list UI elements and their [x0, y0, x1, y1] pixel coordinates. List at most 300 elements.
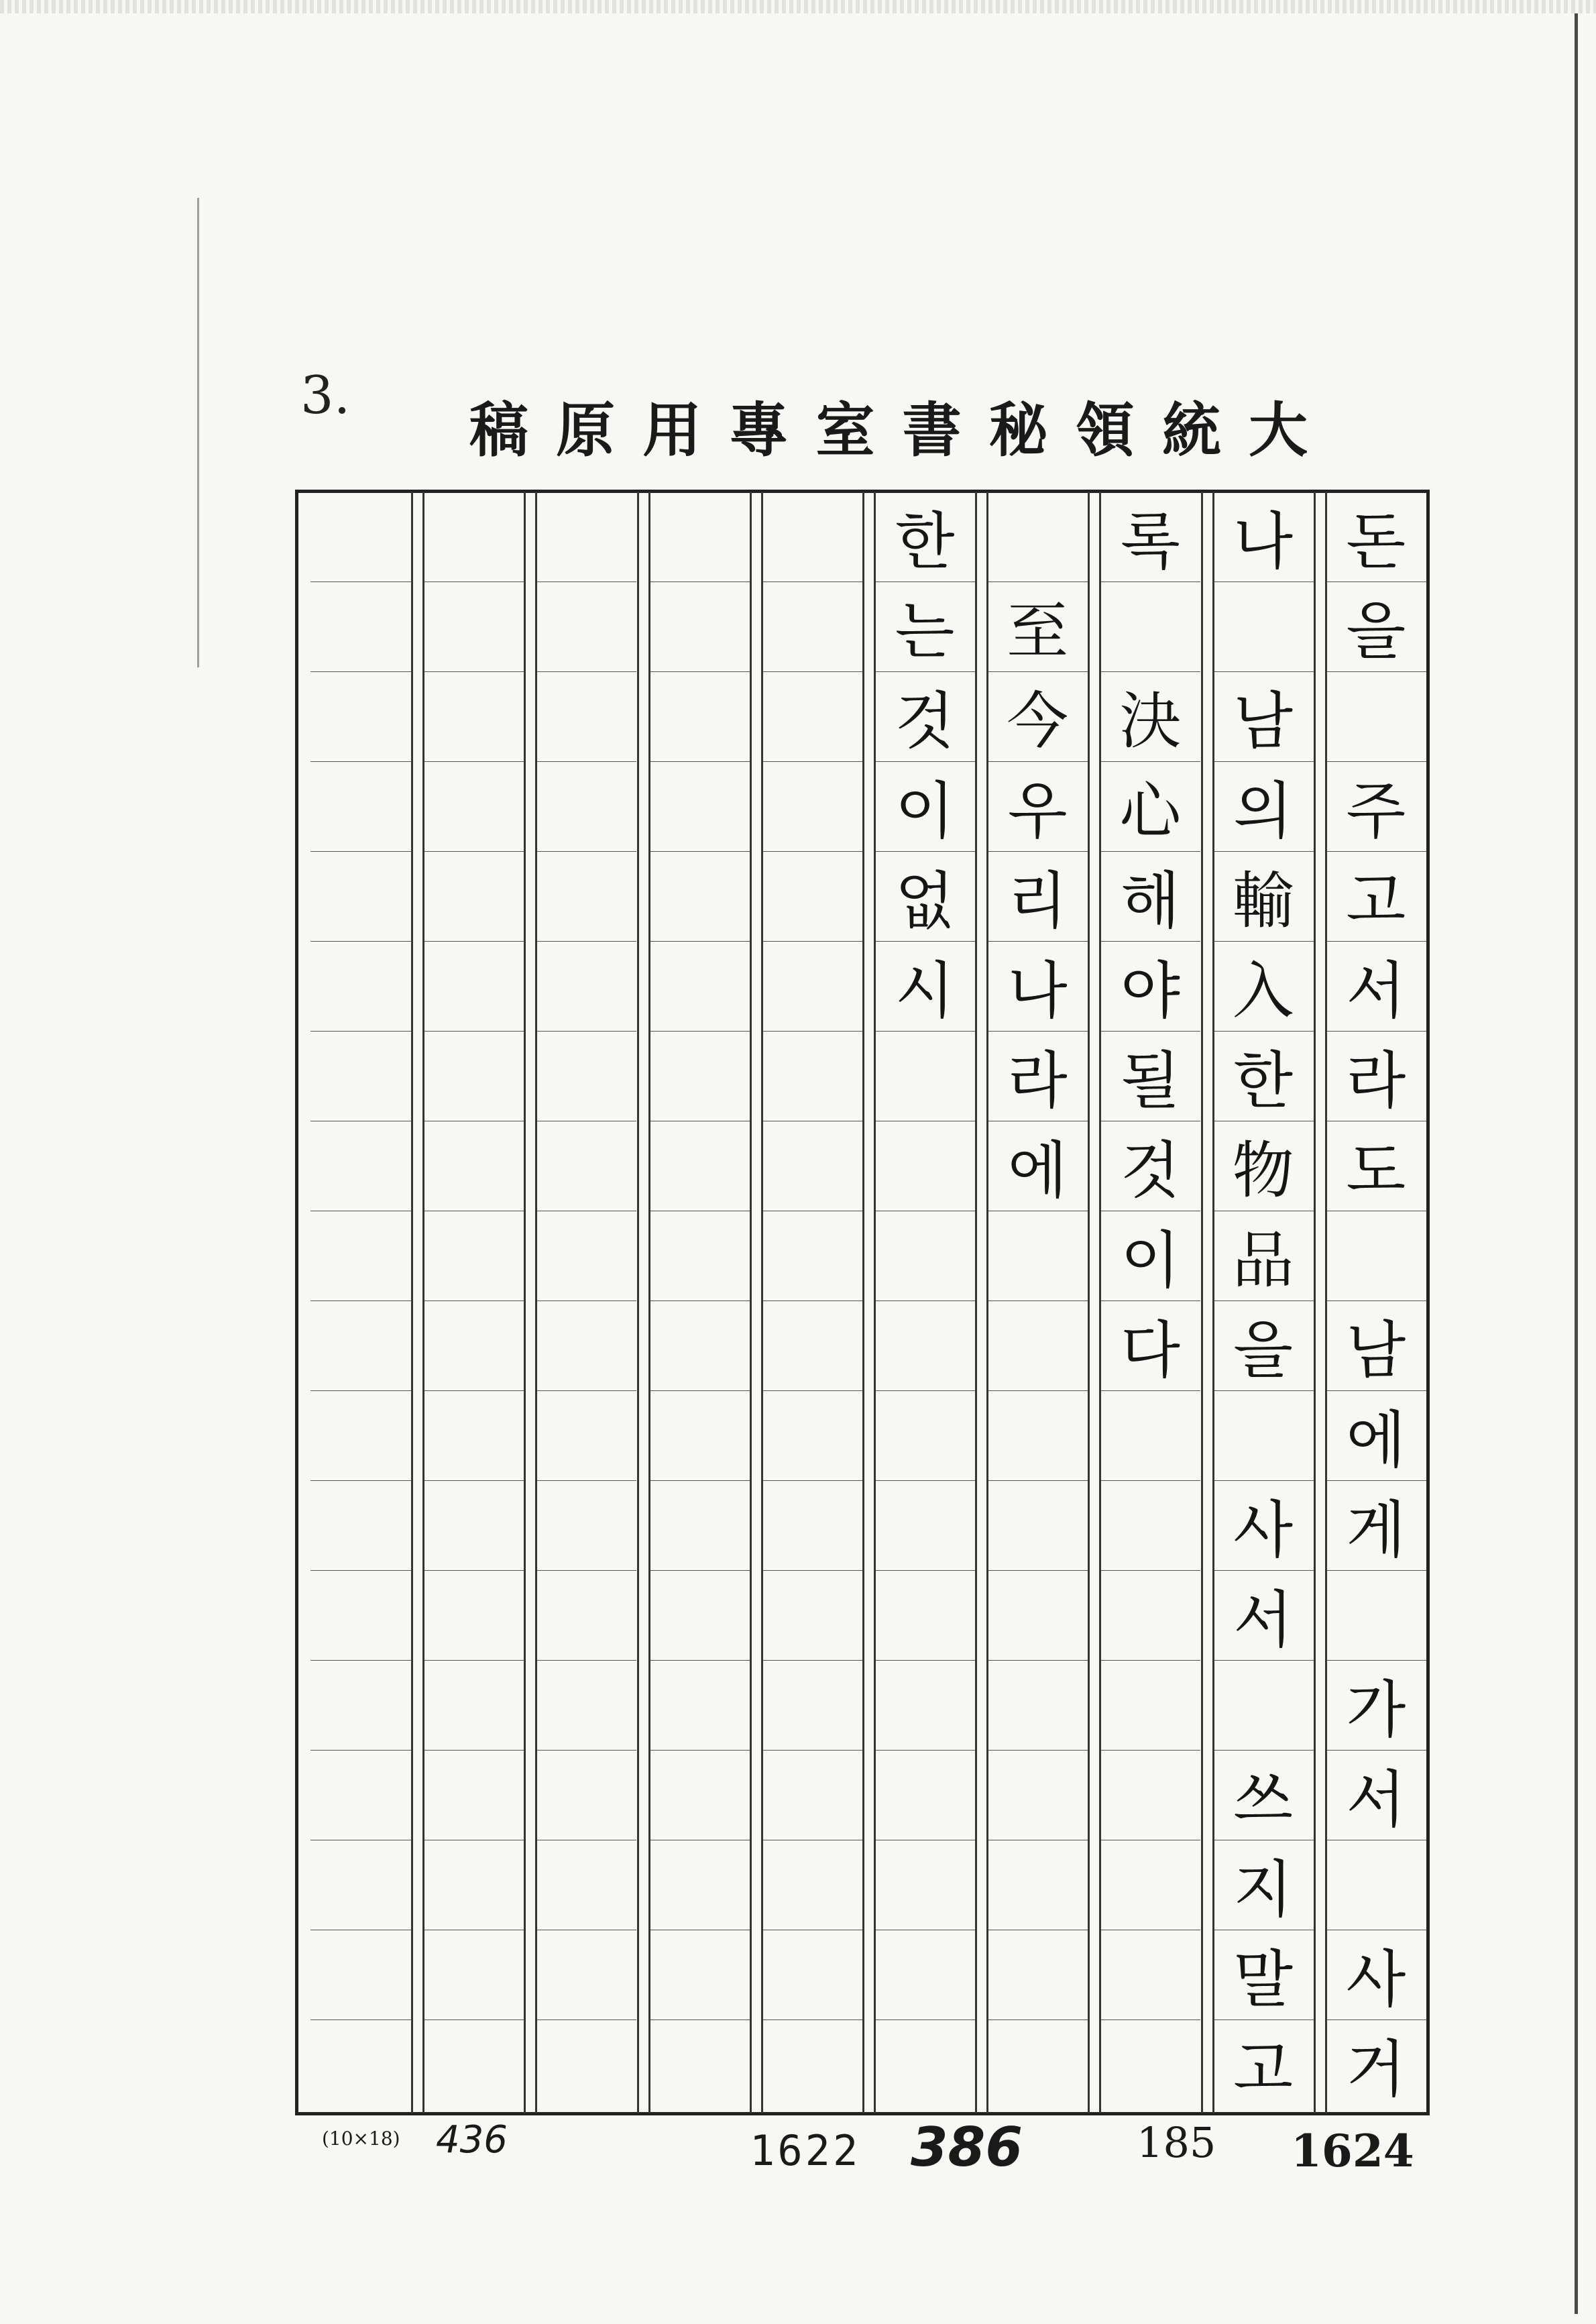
manuscript-cell	[310, 1930, 411, 2019]
manuscript-column	[1326, 492, 1426, 2113]
manuscript-cell	[762, 1390, 862, 1480]
grid-row-line	[987, 1660, 1088, 1661]
manuscript-cell: 輸	[1232, 865, 1294, 937]
manuscript-cell	[762, 582, 862, 671]
grid-row-line	[310, 1031, 411, 1032]
manuscript-cell	[310, 1121, 411, 1211]
manuscript-cell	[423, 671, 524, 761]
manuscript-cell	[310, 1390, 411, 1480]
grid-row-line	[1213, 1031, 1314, 1032]
manuscript-cell	[987, 1390, 1088, 1480]
manuscript-cell: 에	[1346, 1404, 1406, 1476]
grid-row-line	[987, 671, 1088, 672]
grid-row-line	[536, 2019, 636, 2020]
manuscript-cell	[1100, 1570, 1200, 1660]
archive-number-left: 1622	[750, 2126, 861, 2175]
manuscript-cell: 서	[1346, 1764, 1406, 1836]
grid-row-line	[987, 1570, 1088, 1571]
scan-edge-right	[1575, 13, 1578, 2314]
manuscript-cell	[649, 761, 750, 851]
grid-row-line	[762, 941, 862, 942]
manuscript-cell	[310, 582, 411, 671]
manuscript-cell: 없	[895, 865, 955, 937]
grid-row-line	[1326, 1031, 1426, 1032]
manuscript-cell: 것	[895, 685, 955, 757]
grid-row-line	[762, 1390, 862, 1391]
manuscript-cell: 이	[895, 775, 955, 847]
grid-row-line	[987, 1480, 1088, 1481]
grid-row-line	[649, 1390, 750, 1391]
manuscript-cell	[423, 492, 524, 582]
grid-row-line	[1100, 941, 1200, 942]
grid-row-line	[649, 671, 750, 672]
manuscript-cell	[536, 761, 636, 851]
manuscript-cell: 지	[1233, 1854, 1294, 1926]
manuscript-cell	[536, 1570, 636, 1660]
grid-row-line	[874, 1660, 975, 1661]
manuscript-cell	[536, 1031, 636, 1121]
grid-row-line	[1213, 1570, 1314, 1571]
manuscript-cell	[1100, 1480, 1200, 1570]
manuscript-cell	[649, 1390, 750, 1480]
manuscript-cell: 남	[1346, 1315, 1406, 1386]
manuscript-cell	[762, 1121, 862, 1211]
manuscript-column	[536, 492, 636, 2113]
manuscript-cell	[987, 492, 1088, 582]
manuscript-cell	[874, 1480, 975, 1570]
grid-size-label: (10×18)	[322, 2127, 400, 2150]
manuscript-column	[1100, 492, 1200, 2113]
grid-row-line	[762, 1480, 862, 1481]
grid-row-line	[874, 671, 975, 672]
grid-row-line	[1100, 1480, 1200, 1481]
grid-row-line	[874, 2019, 975, 2020]
manuscript-cell	[987, 1480, 1088, 1570]
grid-column-gutter	[1088, 492, 1101, 2113]
manuscript-cell	[874, 1390, 975, 1480]
manuscript-cell	[1213, 582, 1314, 671]
manuscript-column	[762, 492, 862, 2113]
manuscript-cell	[762, 492, 862, 582]
manuscript-cell	[310, 1031, 411, 1121]
manuscript-cell	[536, 2019, 636, 2109]
left-margin-line	[197, 198, 199, 667]
manuscript-cell: 나	[1007, 955, 1068, 1027]
manuscript-cell	[762, 761, 862, 851]
archive-number-mid: 185	[1137, 2118, 1216, 2167]
grid-row-line	[874, 851, 975, 852]
grid-row-line	[1326, 1390, 1426, 1391]
manuscript-cell	[310, 761, 411, 851]
manuscript-cell	[874, 1031, 975, 1121]
grid-row-line	[762, 671, 862, 672]
manuscript-cell	[310, 1570, 411, 1660]
grid-row-line	[536, 1031, 636, 1032]
grid-row-line	[423, 941, 524, 942]
manuscript-cell	[1100, 1660, 1200, 1750]
manuscript-cell	[649, 492, 750, 582]
manuscript-cell: 리	[1007, 865, 1068, 937]
grid-column-gutter	[750, 492, 763, 2113]
grid-row-line	[1100, 851, 1200, 852]
manuscript-cell: 해	[1120, 865, 1180, 937]
manuscript-cell	[874, 1930, 975, 2019]
manuscript-cell: 고	[1346, 865, 1406, 937]
grid-row-line	[1100, 2019, 1200, 2020]
manuscript-cell: 이	[1120, 1225, 1180, 1296]
manuscript-cell	[649, 1930, 750, 2019]
grid-row-line	[987, 2019, 1088, 2020]
manuscript-cell	[536, 1211, 636, 1301]
grid-row-line	[536, 1480, 636, 1481]
manuscript-cell	[762, 671, 862, 761]
manuscript-cell	[310, 2019, 411, 2109]
manuscript-cell: 될	[1120, 1045, 1180, 1117]
grid-row-line	[1213, 941, 1314, 942]
grid-column-gutter	[524, 492, 537, 2113]
manuscript-cell	[762, 1301, 862, 1390]
manuscript-cell	[536, 851, 636, 941]
manuscript-cell: 을	[1233, 1315, 1294, 1386]
manuscript-cell: 다	[1120, 1315, 1180, 1386]
grid-row-line	[310, 1480, 411, 1481]
grid-row-line	[423, 1031, 524, 1032]
manuscript-cell	[423, 1480, 524, 1570]
grid-row-line	[874, 761, 975, 762]
grid-row-line	[1100, 1750, 1200, 1751]
manuscript-cell: 한	[895, 506, 955, 577]
manuscript-cell	[649, 1750, 750, 1840]
manuscript-cell	[762, 1660, 862, 1750]
manuscript-cell	[1100, 1840, 1200, 1930]
manuscript-cell	[874, 1301, 975, 1390]
grid-row-line	[874, 1570, 975, 1571]
manuscript-cell	[310, 1211, 411, 1301]
grid-column-gutter	[411, 492, 424, 2113]
manuscript-cell	[536, 1121, 636, 1211]
manuscript-cell: 品	[1232, 1225, 1294, 1296]
grid-row-line	[1326, 851, 1426, 852]
grid-row-line	[1213, 851, 1314, 852]
grid-row-line	[423, 671, 524, 672]
header-title-char: 原	[556, 395, 616, 465]
grid-row-line	[310, 1660, 411, 1661]
manuscript-cell	[649, 1480, 750, 1570]
manuscript-cell	[987, 1660, 1088, 1750]
manuscript-cell	[310, 1750, 411, 1840]
manuscript-cell	[423, 941, 524, 1031]
manuscript-cell: 決	[1119, 685, 1182, 757]
grid-row-line	[649, 1660, 750, 1661]
grid-row-line	[874, 1480, 975, 1481]
manuscript-cell: 入	[1232, 955, 1294, 1027]
manuscript-cell	[536, 1390, 636, 1480]
grid-row-line	[1213, 671, 1314, 672]
manuscript-cell	[649, 1660, 750, 1750]
grid-row-line	[310, 1570, 411, 1571]
grid-row-line	[649, 851, 750, 852]
manuscript-cell	[649, 941, 750, 1031]
manuscript-cell	[1326, 1570, 1426, 1660]
grid-row-line	[536, 671, 636, 672]
manuscript-cell	[423, 1840, 524, 1930]
grid-row-line	[1100, 1031, 1200, 1032]
manuscript-cell: 는	[895, 596, 955, 667]
header-title-char: 大	[1248, 395, 1308, 465]
grid-row-line	[310, 1750, 411, 1751]
manuscript-cell: 돈	[1346, 506, 1406, 577]
manuscript-cell: 서	[1233, 1584, 1294, 1656]
grid-row-line	[1213, 1480, 1314, 1481]
manuscript-cell	[536, 671, 636, 761]
manuscript-cell	[1100, 1750, 1200, 1840]
grid-row-line	[1326, 2019, 1426, 2020]
scan-edge-top	[0, 0, 1596, 13]
manuscript-cell	[423, 1750, 524, 1840]
manuscript-cell	[762, 941, 862, 1031]
manuscript-cell	[423, 1390, 524, 1480]
grid-row-line	[649, 1480, 750, 1481]
grid-row-line	[536, 1390, 636, 1391]
manuscript-cell: 시	[895, 955, 955, 1027]
manuscript-cell	[423, 1570, 524, 1660]
grid-row-line	[536, 851, 636, 852]
manuscript-cell: 한	[1233, 1045, 1294, 1117]
header-title-char: 領	[1075, 395, 1135, 465]
grid-row-line	[762, 1031, 862, 1032]
grid-row-line	[649, 2019, 750, 2020]
manuscript-cell: 사	[1233, 1494, 1294, 1566]
archive-number-right: 1624	[1291, 2125, 1414, 2177]
grid-row-line	[762, 2019, 862, 2020]
manuscript-cell	[1100, 1390, 1200, 1480]
manuscript-cell	[987, 1570, 1088, 1660]
manuscript-cell	[649, 2019, 750, 2109]
manuscript-cell	[310, 1480, 411, 1570]
manuscript-column	[423, 492, 524, 2113]
grid-row-line	[310, 671, 411, 672]
grid-row-line	[423, 1660, 524, 1661]
manuscript-cell	[536, 492, 636, 582]
header-title-char: 書	[902, 395, 962, 465]
grid-row-line	[762, 1660, 862, 1661]
header-title	[469, 386, 1308, 466]
manuscript-cell	[1326, 1840, 1426, 1930]
manuscript-cell	[423, 2019, 524, 2109]
manuscript-cell	[874, 1840, 975, 1930]
grid-row-line	[536, 1750, 636, 1751]
manuscript-cell	[874, 1660, 975, 1750]
manuscript-cell	[987, 1301, 1088, 1390]
manuscript-cell: 주	[1346, 775, 1406, 847]
grid-row-line	[536, 941, 636, 942]
manuscript-cell	[874, 1121, 975, 1211]
grid-row-line	[987, 1031, 1088, 1032]
manuscript-cell	[649, 671, 750, 761]
manuscript-cell	[423, 1211, 524, 1301]
manuscript-cell	[762, 1750, 862, 1840]
manuscript-cell	[649, 1211, 750, 1301]
manuscript-cell: 게	[1346, 1494, 1406, 1566]
grid-row-line	[1213, 1660, 1314, 1661]
manuscript-cell	[423, 582, 524, 671]
manuscript-column	[874, 492, 975, 2113]
manuscript-cell	[536, 1660, 636, 1750]
manuscript-cell	[874, 1211, 975, 1301]
manuscript-cell: 心	[1119, 775, 1182, 847]
manuscript-cell	[1326, 1211, 1426, 1301]
manuscript-cell	[874, 2019, 975, 2109]
manuscript-cell: 을	[1346, 596, 1406, 667]
manuscript-cell	[536, 1480, 636, 1570]
manuscript-cell	[762, 1031, 862, 1121]
grid-row-line	[536, 761, 636, 762]
manuscript-cell	[423, 1121, 524, 1211]
manuscript-cell	[536, 582, 636, 671]
grid-row-line	[874, 1031, 975, 1032]
grid-row-line	[1326, 1570, 1426, 1571]
manuscript-cell: 라	[1007, 1045, 1068, 1117]
grid-column-gutter	[862, 492, 876, 2113]
grid-row-line	[423, 2019, 524, 2020]
manuscript-cell: 거	[1346, 2034, 1406, 2105]
grid-row-line	[1213, 1750, 1314, 1751]
grid-row-line	[423, 1480, 524, 1481]
manuscript-cell	[310, 1301, 411, 1390]
manuscript-cell: 고	[1233, 2034, 1294, 2105]
manuscript-cell	[310, 941, 411, 1031]
manuscript-cell	[423, 1660, 524, 1750]
manuscript-column	[987, 492, 1088, 2113]
manuscript-cell: 의	[1233, 775, 1294, 847]
manuscript-cell	[987, 1211, 1088, 1301]
page-number: 3.	[300, 366, 351, 426]
manuscript-cell	[536, 1840, 636, 1930]
grid-row-line	[987, 761, 1088, 762]
grid-row-line	[536, 1660, 636, 1661]
manuscript-cell: 라	[1346, 1045, 1406, 1117]
grid-row-line	[1213, 761, 1314, 762]
manuscript-cell	[536, 1930, 636, 2019]
grid-row-line	[649, 1750, 750, 1751]
manuscript-cell	[649, 1840, 750, 1930]
grid-row-line	[1326, 761, 1426, 762]
grid-column-gutter	[1201, 492, 1214, 2113]
grid-row-line	[649, 941, 750, 942]
grid-row-line	[649, 761, 750, 762]
manuscript-cell	[423, 1301, 524, 1390]
manuscript-cell	[536, 1750, 636, 1840]
manuscript-cell	[1326, 671, 1426, 761]
manuscript-cell	[649, 582, 750, 671]
manuscript-cell: 야	[1120, 955, 1180, 1027]
grid-row-line	[423, 761, 524, 762]
grid-row-line	[649, 1570, 750, 1571]
manuscript-cell	[762, 1840, 862, 1930]
manuscript-cell: 것	[1120, 1135, 1180, 1207]
grid-row-line	[423, 1390, 524, 1391]
manuscript-cell	[987, 1930, 1088, 2019]
grid-row-line	[310, 761, 411, 762]
manuscript-cell	[1100, 2019, 1200, 2109]
grid-row-line	[1100, 1660, 1200, 1661]
grid-row-line	[1326, 1480, 1426, 1481]
manuscript-cell	[536, 941, 636, 1031]
grid-row-line	[1100, 1570, 1200, 1571]
manuscript-cell	[536, 1301, 636, 1390]
manuscript-cell	[762, 851, 862, 941]
grid-row-line	[1326, 1750, 1426, 1751]
manuscript-column	[1213, 492, 1314, 2113]
header-title-char: 室	[815, 395, 875, 465]
grid-row-line	[536, 1570, 636, 1571]
grid-row-line	[1326, 671, 1426, 672]
manuscript-cell: 우	[1007, 775, 1068, 847]
header-title-char: 用	[642, 395, 702, 465]
grid-row-line	[310, 1390, 411, 1391]
manuscript-cell: 에	[1007, 1135, 1068, 1207]
manuscript-cell	[762, 1211, 862, 1301]
manuscript-cell	[310, 1840, 411, 1930]
manuscript-cell: 남	[1233, 685, 1294, 757]
manuscript-cell	[423, 1930, 524, 2019]
grid-row-line	[1326, 1660, 1426, 1661]
grid-row-line	[1213, 2019, 1314, 2020]
manuscript-cell	[649, 1301, 750, 1390]
manuscript-cell	[1100, 1930, 1200, 2019]
grid-row-line	[1100, 761, 1200, 762]
header-title-char: 專	[729, 395, 789, 465]
header-title-char: 統	[1161, 395, 1221, 465]
manuscript-cell	[649, 851, 750, 941]
manuscript-cell: 말	[1233, 1944, 1294, 2015]
grid-row-line	[987, 851, 1088, 852]
manuscript-cell	[310, 492, 411, 582]
grid-row-line	[1326, 941, 1426, 942]
manuscript-cell	[762, 1930, 862, 2019]
grid-row-line	[310, 941, 411, 942]
manuscript-cell: 사	[1346, 1944, 1406, 2015]
manuscript-cell	[423, 1031, 524, 1121]
manuscript-cell	[649, 1570, 750, 1660]
manuscript-cell	[1100, 582, 1200, 671]
manuscript-cell	[423, 851, 524, 941]
manuscript-cell	[762, 1570, 862, 1660]
grid-row-line	[423, 851, 524, 852]
grid-column-gutter	[975, 492, 988, 2113]
manuscript-cell	[762, 1480, 862, 1570]
manuscript-column	[649, 492, 750, 2113]
grid-column-gutter	[1314, 492, 1327, 2113]
manuscript-cell: 도	[1346, 1135, 1406, 1207]
manuscript-cell: 록	[1120, 506, 1180, 577]
grid-row-line	[762, 1570, 862, 1571]
manuscript-cell: 物	[1232, 1135, 1294, 1207]
header-title-char: 稿	[469, 395, 529, 465]
grid-row-line	[987, 1390, 1088, 1391]
grid-row-line	[310, 851, 411, 852]
manuscript-cell	[987, 1840, 1088, 1930]
grid-row-line	[1100, 1390, 1200, 1391]
grid-row-line	[762, 1750, 862, 1751]
manuscript-cell	[1213, 1390, 1314, 1480]
manuscript-cell	[310, 1660, 411, 1750]
manuscript-cell	[987, 2019, 1088, 2109]
manuscript-cell	[310, 671, 411, 761]
grid-row-line	[649, 1031, 750, 1032]
manuscript-cell	[649, 1121, 750, 1211]
grid-row-line	[1100, 671, 1200, 672]
